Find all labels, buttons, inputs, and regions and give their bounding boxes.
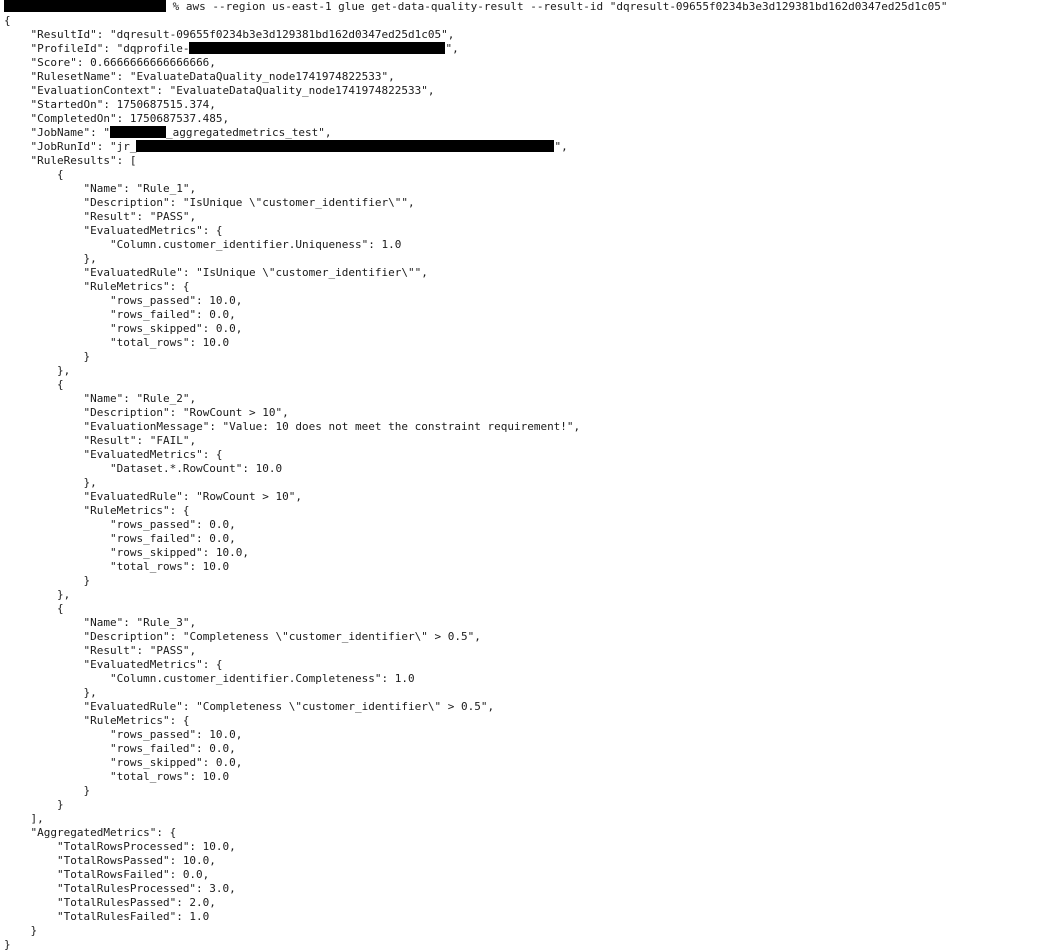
line-indent xyxy=(4,714,83,727)
terminal-line xyxy=(4,112,1044,126)
line-indent xyxy=(4,308,110,321)
terminal-line xyxy=(4,182,1044,196)
line-indent xyxy=(4,826,31,839)
line-indent xyxy=(4,770,110,783)
terminal-line xyxy=(4,700,1044,714)
line-indent xyxy=(4,896,57,909)
terminal-text: }, xyxy=(83,686,97,699)
line-indent xyxy=(4,140,31,153)
line-indent xyxy=(4,504,83,517)
line-indent xyxy=(4,98,31,111)
line-indent xyxy=(4,336,110,349)
line-indent xyxy=(4,546,110,559)
terminal-text: "rows_passed": 0.0, xyxy=(109,518,236,531)
terminal-line xyxy=(4,98,1044,112)
terminal-line xyxy=(4,84,1044,98)
terminal-text: "TotalRowsPassed": 10.0, xyxy=(56,854,216,867)
line-indent xyxy=(4,420,83,433)
terminal-line xyxy=(4,448,1044,462)
terminal-text: }, xyxy=(83,476,97,489)
line-indent xyxy=(4,924,31,937)
terminal-text: "total_rows": 10.0 xyxy=(109,336,230,349)
terminal-text: "rows_failed": 0.0, xyxy=(109,308,236,321)
terminal-text: "EvaluatedRule": "RowCount > 10", xyxy=(83,490,303,503)
terminal-line xyxy=(4,210,1044,224)
line-indent xyxy=(4,126,31,139)
terminal-line xyxy=(4,840,1044,854)
line-indent xyxy=(4,784,83,797)
terminal-line xyxy=(4,252,1044,266)
terminal-text: "RuleResults": [ xyxy=(30,154,137,167)
terminal-text: "TotalRulesFailed": 1.0 xyxy=(56,910,210,923)
terminal-line xyxy=(4,756,1044,770)
terminal-line xyxy=(4,406,1044,420)
terminal-line xyxy=(4,140,1044,154)
terminal-text: "EvaluatedRule": "IsUnique \"customer_identifier\"", xyxy=(83,266,428,279)
line-indent xyxy=(4,42,31,55)
terminal-line xyxy=(4,434,1044,448)
terminal-line xyxy=(4,308,1044,322)
terminal-text: "RuleMetrics": { xyxy=(83,504,190,517)
line-indent xyxy=(4,168,57,181)
terminal-text: "TotalRowsProcessed": 10.0, xyxy=(56,840,236,853)
line-indent xyxy=(4,182,83,195)
line-indent xyxy=(4,406,83,419)
terminal-line xyxy=(4,154,1044,168)
terminal-line xyxy=(4,882,1044,896)
terminal-text: "Dataset.*.RowCount": 10.0 xyxy=(109,462,283,475)
terminal-text: } xyxy=(30,924,38,937)
terminal-line xyxy=(4,924,1044,938)
terminal-line xyxy=(4,126,1044,140)
terminal-line xyxy=(4,854,1044,868)
terminal-line xyxy=(4,420,1044,434)
line-indent xyxy=(4,742,110,755)
terminal-text: "EvaluatedMetrics": { xyxy=(83,224,223,237)
line-indent xyxy=(4,28,31,41)
terminal-text: ", xyxy=(445,42,459,55)
terminal-line xyxy=(4,378,1044,392)
line-indent xyxy=(4,868,57,881)
terminal-text: "Result": "FAIL", xyxy=(83,434,197,447)
terminal-line xyxy=(4,798,1044,812)
terminal-text: "total_rows": 10.0 xyxy=(109,770,230,783)
terminal-line xyxy=(4,546,1044,560)
terminal-line xyxy=(4,938,1044,952)
terminal-text: "rows_skipped": 10.0, xyxy=(109,546,250,559)
line-indent xyxy=(4,560,110,573)
terminal-line xyxy=(4,742,1044,756)
terminal-text: ", xyxy=(554,140,568,153)
redacted-block xyxy=(189,42,445,54)
line-indent xyxy=(4,812,31,825)
line-indent xyxy=(4,112,31,125)
line-indent xyxy=(4,238,110,251)
line-indent xyxy=(4,70,31,83)
redacted-block xyxy=(136,140,554,152)
redacted-block xyxy=(4,0,166,12)
line-indent xyxy=(4,798,57,811)
terminal-line xyxy=(4,28,1044,42)
line-indent xyxy=(4,378,57,391)
terminal-text: "EvaluationMessage": "Value: 10 does not meet the constraint requirement!", xyxy=(83,420,581,433)
terminal-text: ], xyxy=(30,812,44,825)
line-indent xyxy=(4,266,83,279)
terminal-line xyxy=(4,672,1044,686)
terminal-line xyxy=(4,350,1044,364)
terminal-line xyxy=(4,602,1044,616)
line-indent xyxy=(4,434,83,447)
line-indent xyxy=(4,658,83,671)
line-indent xyxy=(4,84,31,97)
terminal-text: } xyxy=(83,350,91,363)
line-indent xyxy=(4,532,110,545)
line-indent xyxy=(4,602,57,615)
terminal-text: "RuleMetrics": { xyxy=(83,714,190,727)
terminal-line xyxy=(4,0,1044,14)
terminal-line xyxy=(4,364,1044,378)
terminal-text: "EvaluationContext": "EvaluateDataQuality_node1741974822533", xyxy=(30,84,435,97)
terminal-line xyxy=(4,196,1044,210)
line-indent xyxy=(4,154,31,167)
line-indent xyxy=(4,616,83,629)
terminal-text: "rows_failed": 0.0, xyxy=(109,532,236,545)
line-indent xyxy=(4,462,110,475)
terminal-text: "total_rows": 10.0 xyxy=(109,560,230,573)
terminal-text: "Result": "PASS", xyxy=(83,644,197,657)
terminal-text: "EvaluatedRule": "Completeness \"customer_identifier\" > 0.5", xyxy=(83,700,495,713)
terminal-line xyxy=(4,490,1044,504)
terminal-line xyxy=(4,238,1044,252)
terminal-line xyxy=(4,896,1044,910)
line-indent xyxy=(4,574,83,587)
terminal-text: "TotalRulesProcessed": 3.0, xyxy=(56,882,236,895)
line-indent xyxy=(4,350,83,363)
terminal-line xyxy=(4,280,1044,294)
line-indent xyxy=(4,224,83,237)
terminal-line xyxy=(4,336,1044,350)
line-indent xyxy=(4,490,83,503)
terminal-text: "Description": "Completeness \"customer_identifier\" > 0.5", xyxy=(83,630,481,643)
terminal-line xyxy=(4,42,1044,56)
line-indent xyxy=(4,322,110,335)
terminal-line xyxy=(4,588,1044,602)
terminal-text: { xyxy=(56,168,64,181)
line-indent xyxy=(4,728,110,741)
terminal-line xyxy=(4,14,1044,28)
terminal-text: "EvaluatedMetrics": { xyxy=(83,658,223,671)
line-indent xyxy=(4,630,83,643)
line-indent xyxy=(4,56,31,69)
redacted-block xyxy=(110,126,166,138)
terminal-line xyxy=(4,168,1044,182)
terminal-text: "RulesetName": "EvaluateDataQuality_node1741974822533", xyxy=(30,70,395,83)
terminal-text: "rows_passed": 10.0, xyxy=(109,294,243,307)
terminal-line xyxy=(4,294,1044,308)
terminal-text: "TotalRowsFailed": 0.0, xyxy=(56,868,210,881)
terminal-text: "Column.customer_identifier.Completeness": 1.0 xyxy=(109,672,415,685)
terminal-text: "Name": "Rule_1", xyxy=(83,182,197,195)
terminal-text: } xyxy=(83,784,91,797)
terminal-text: "Result": "PASS", xyxy=(83,210,197,223)
terminal-line xyxy=(4,518,1044,532)
terminal-text: _aggregatedmetrics_test", xyxy=(165,126,332,139)
terminal-text: } xyxy=(83,574,91,587)
terminal-line xyxy=(4,392,1044,406)
terminal-line xyxy=(4,70,1044,84)
terminal-text: "AggregatedMetrics": { xyxy=(30,826,177,839)
line-indent xyxy=(4,910,57,923)
terminal-line xyxy=(4,812,1044,826)
terminal-line xyxy=(4,532,1044,546)
terminal-text: "CompletedOn": 1750687537.485, xyxy=(30,112,230,125)
terminal-line xyxy=(4,770,1044,784)
terminal-text: "Score": 0.6666666666666666, xyxy=(30,56,216,69)
line-indent xyxy=(4,840,57,853)
terminal-line xyxy=(4,630,1044,644)
terminal-text: "ProfileId": "dqprofile- xyxy=(30,42,190,55)
terminal-line xyxy=(4,224,1044,238)
line-indent xyxy=(4,210,83,223)
line-indent xyxy=(4,672,110,685)
line-indent xyxy=(4,196,83,209)
terminal-line xyxy=(4,476,1044,490)
terminal-output[interactable] xyxy=(4,0,1044,951)
line-indent xyxy=(4,392,83,405)
line-indent xyxy=(4,644,83,657)
line-indent xyxy=(4,364,57,377)
terminal-text: } xyxy=(4,938,11,951)
terminal-line xyxy=(4,560,1044,574)
line-indent xyxy=(4,700,83,713)
line-indent xyxy=(4,756,110,769)
terminal-text: "rows_passed": 10.0, xyxy=(109,728,243,741)
terminal-text: "JobRunId": "jr_ xyxy=(30,140,137,153)
line-indent xyxy=(4,252,83,265)
terminal-line xyxy=(4,462,1044,476)
terminal-line xyxy=(4,868,1044,882)
terminal-line xyxy=(4,658,1044,672)
terminal-text: "Column.customer_identifier.Uniqueness": 1.0 xyxy=(109,238,402,251)
terminal-line xyxy=(4,266,1044,280)
line-indent xyxy=(4,448,83,461)
terminal-line xyxy=(4,574,1044,588)
terminal-text: "rows_skipped": 0.0, xyxy=(109,322,243,335)
line-indent xyxy=(4,476,83,489)
terminal-text: }, xyxy=(56,588,71,601)
line-indent xyxy=(4,518,110,531)
terminal-text: "TotalRulesPassed": 2.0, xyxy=(56,896,216,909)
terminal-line xyxy=(4,56,1044,70)
terminal-text: { xyxy=(56,378,64,391)
line-indent xyxy=(4,854,57,867)
terminal-line xyxy=(4,728,1044,742)
terminal-text: "Description": "IsUnique \"customer_identifier\"", xyxy=(83,196,415,209)
terminal-line xyxy=(4,322,1044,336)
terminal-text: "rows_failed": 0.0, xyxy=(109,742,236,755)
terminal-text: } xyxy=(56,798,64,811)
terminal-line xyxy=(4,784,1044,798)
terminal-line xyxy=(4,910,1044,924)
line-indent xyxy=(4,280,83,293)
terminal-text: "RuleMetrics": { xyxy=(83,280,190,293)
terminal-text: "Description": "RowCount > 10", xyxy=(83,406,289,419)
terminal-text: "ResultId": "dqresult-09655f0234b3e3d129381bd162d0347ed25d1c05", xyxy=(30,28,455,41)
terminal-line xyxy=(4,686,1044,700)
terminal-line xyxy=(4,714,1044,728)
terminal-text: }, xyxy=(56,364,71,377)
terminal-text: { xyxy=(4,14,11,27)
line-indent xyxy=(4,588,57,601)
terminal-line xyxy=(4,644,1044,658)
terminal-text: "EvaluatedMetrics": { xyxy=(83,448,223,461)
line-indent xyxy=(4,882,57,895)
terminal-line xyxy=(4,826,1044,840)
terminal-line xyxy=(4,504,1044,518)
terminal-text: % aws --region us-east-1 glue get-data-quality-result --result-id "dqresult-09655f0234b3e3d129381bd162d0347ed25d1c05" xyxy=(166,0,948,13)
terminal-text: "Name": "Rule_2", xyxy=(83,392,197,405)
terminal-text: "JobName": " xyxy=(30,126,110,139)
terminal-text: { xyxy=(56,602,64,615)
terminal-text: }, xyxy=(83,252,97,265)
line-indent xyxy=(4,294,110,307)
terminal-text: "Name": "Rule_3", xyxy=(83,616,197,629)
terminal-line xyxy=(4,616,1044,630)
line-indent xyxy=(4,686,83,699)
terminal-text: "StartedOn": 1750687515.374, xyxy=(30,98,216,111)
terminal-text: "rows_skipped": 0.0, xyxy=(109,756,243,769)
